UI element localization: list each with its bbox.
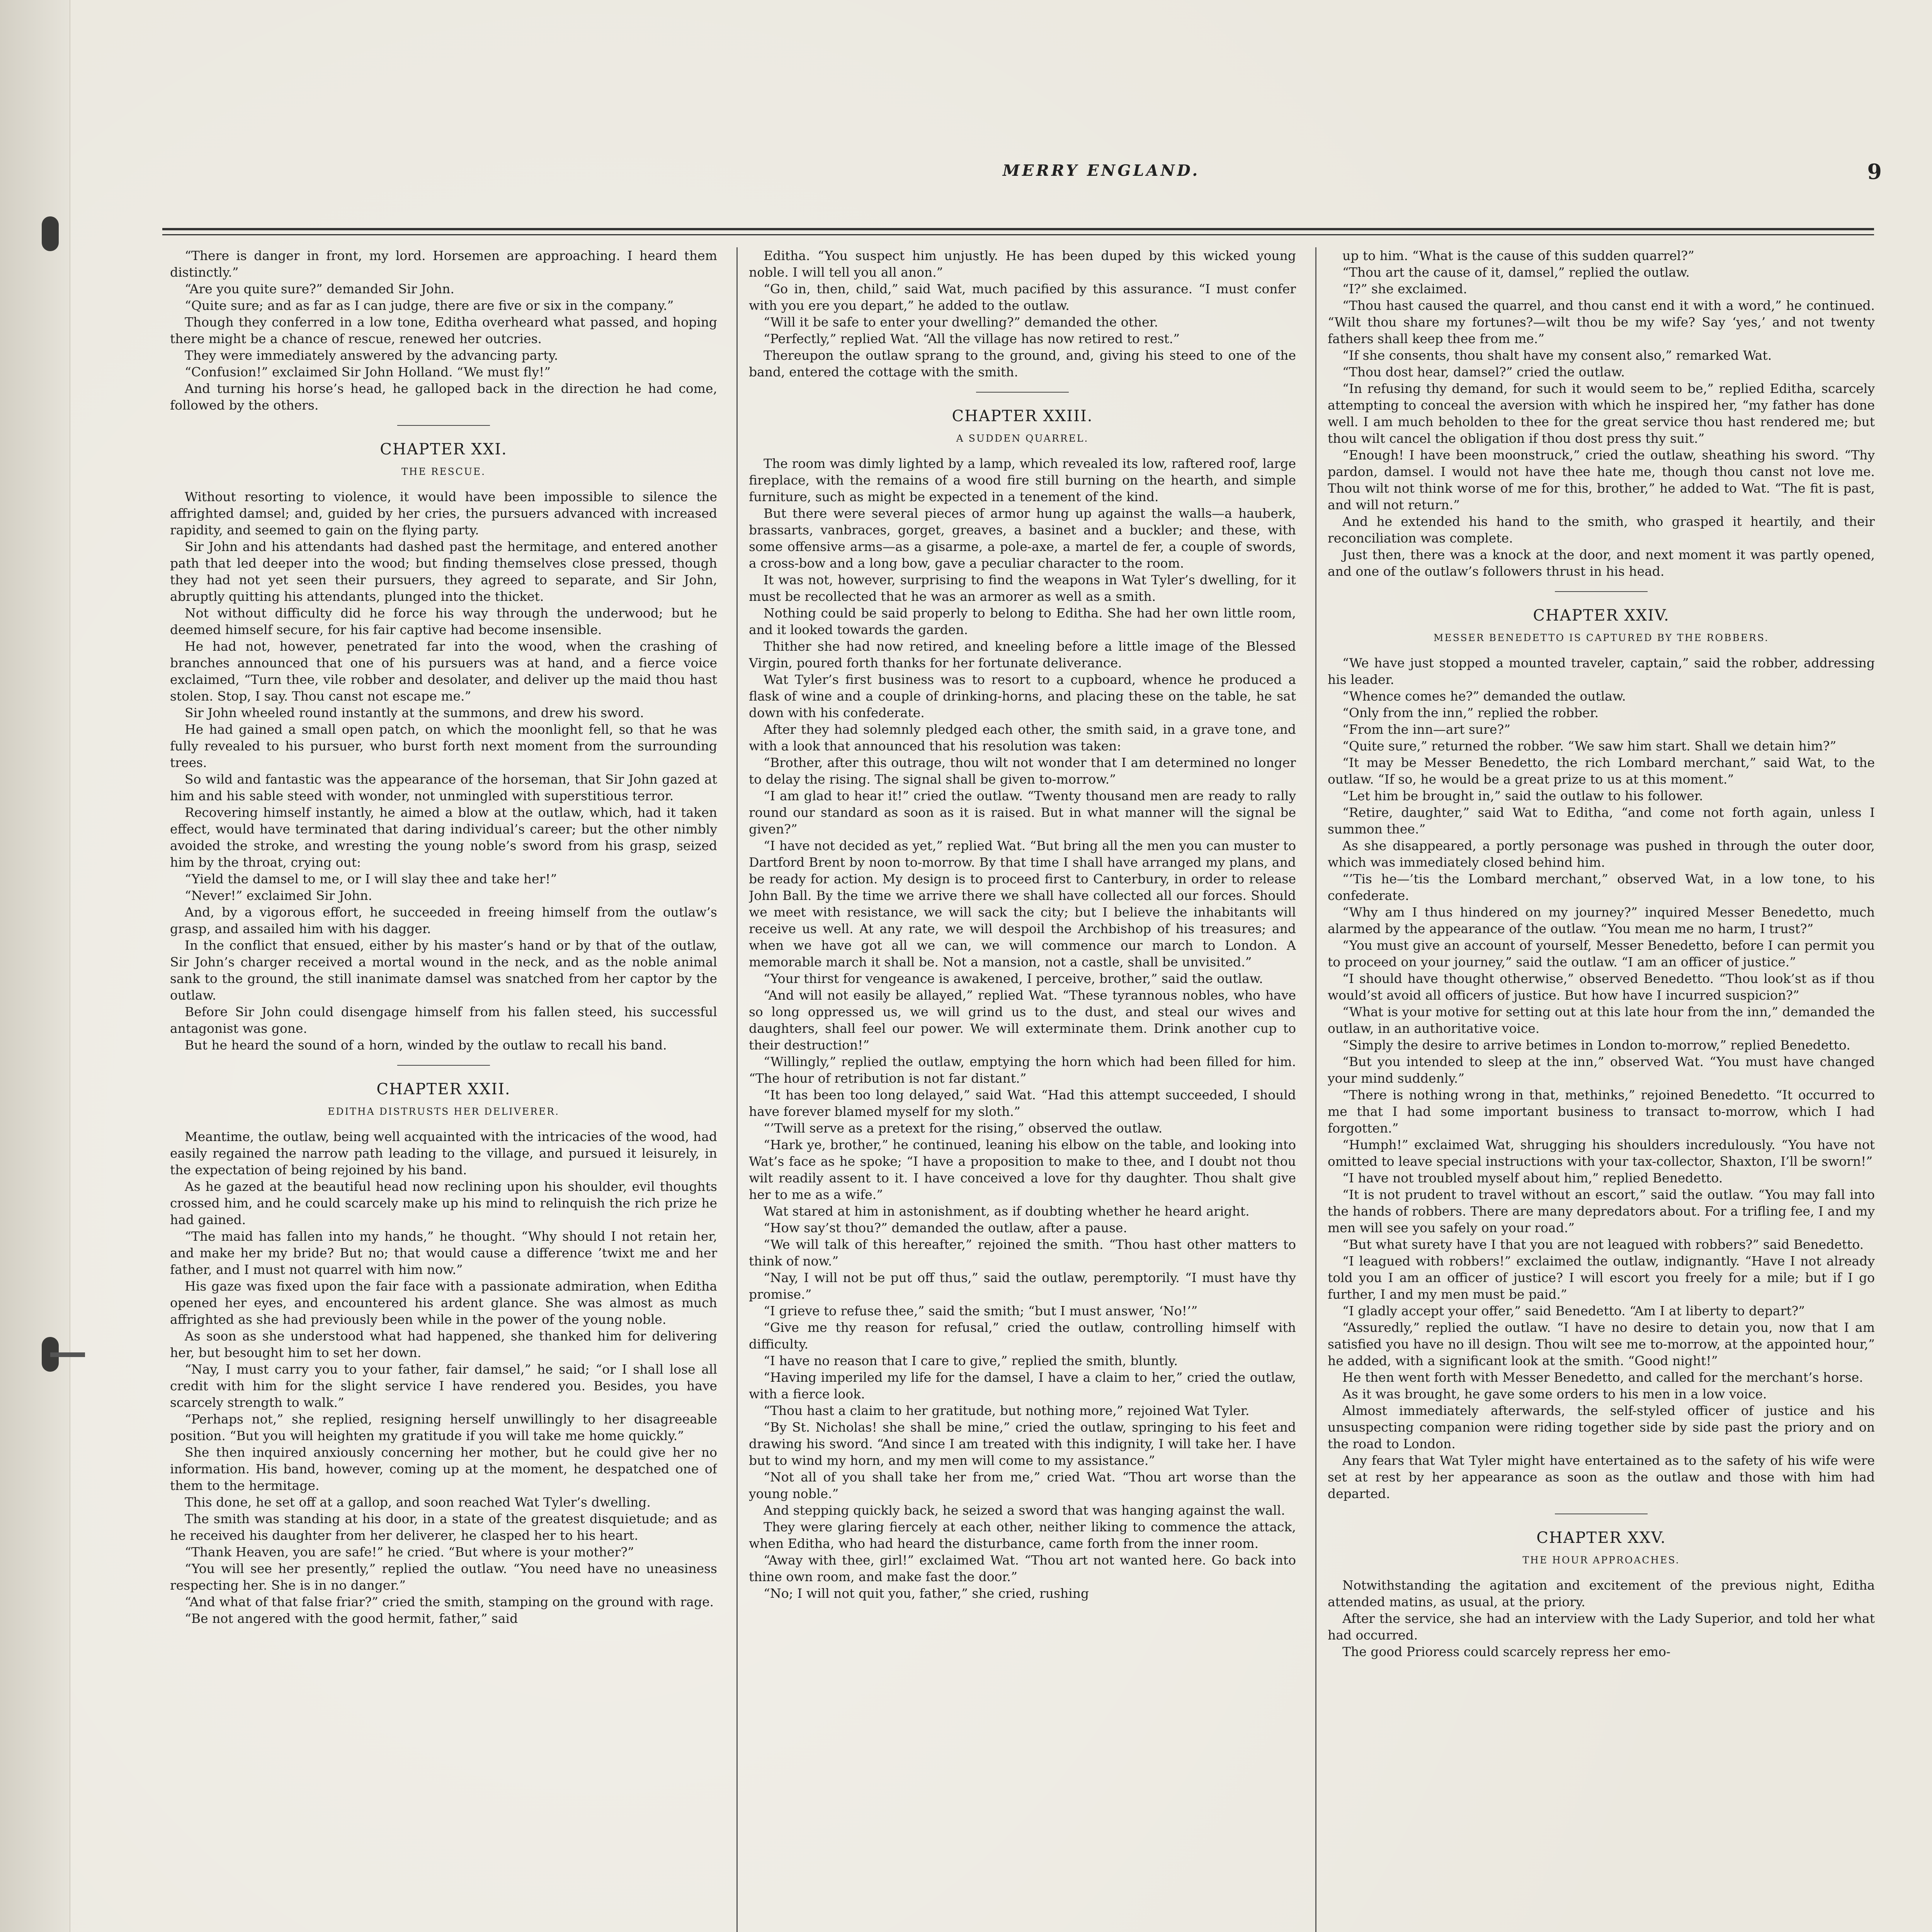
paragraph: “’Tis he—’tis the Lombard merchant,” observed Wat, in a low tone, to his confederate. bbox=[1328, 871, 1875, 903]
paragraph: “Why am I thus hindered on my journey?” inquired Messer Benedetto, much alarmed by the appearance of the outlaw. “You mean me no harm, I trust?” bbox=[1328, 905, 1875, 936]
paragraph: So wild and fantastic was the appearance of the horseman, that Sir John gazed at him and his sable steed with wonder, not unmingled with superstitious terror. bbox=[170, 772, 717, 803]
paragraph: “I gladly accept your offer,” said Benedetto. “Am I at liberty to depart?” bbox=[1342, 1303, 1805, 1318]
paragraph: The room was dimly lighted by a lamp, which revealed its low, raftered roof, large fireplace, with the remains of a wood fire still burning on the hearth, and simple furniture, such as might be expected in a tenement of the kind. bbox=[749, 456, 1296, 504]
paragraph: up to him. “What is the cause of this sudden quarrel?” bbox=[1342, 248, 1694, 263]
paragraph: But there were several pieces of armor hung up against the walls—a hauberk, brassarts, vanbraces, gorget, greaves, a basinet and a buckler; and these, with some offensive arms—as a gisarme, a pole-axe, a martel de fer, a couple of swords, a cross-bow and a long bow, gave a peculiar character to the room. bbox=[749, 506, 1296, 571]
paragraph: The smith was standing at his door, in a state of the greatest disquietude; and as he received his daughter from her deliverer, he clasped her to his heart. bbox=[170, 1511, 717, 1543]
paragraph: “We will talk of this hereafter,” rejoined the smith. “Thou hast other matters to think of now.” bbox=[749, 1237, 1296, 1269]
page-header bbox=[155, 159, 1882, 192]
paragraph: As she disappeared, a portly personage was pushed in through the outer door, which was immediately closed behind him. bbox=[1328, 838, 1875, 870]
paragraph: “You must give an account of yourself, Messer Benedetto, before I can permit you to proceed on your journey,” said the outlaw. “I am an officer of justice.” bbox=[1328, 938, 1875, 969]
paragraph: Just then, there was a knock at the door, and next moment it was partly opened, and one of the outlaw’s followers thrust in his head. bbox=[1328, 547, 1875, 579]
paragraph: “You will see her presently,” replied the outlaw. “You need have no uneasiness respecting her. She is in no danger.” bbox=[170, 1561, 717, 1593]
paragraph: “Simply the desire to arrive betimes in London to-morrow,” replied Benedetto. bbox=[1342, 1037, 1850, 1053]
paragraph: “Thou art the cause of it, damsel,” replied the outlaw. bbox=[1342, 265, 1690, 280]
chapter-separator bbox=[397, 1065, 490, 1066]
paragraph: “Assuredly,” replied the outlaw. “I have no desire to detain you, now that I am satisfied you have no ill design. Thou wilt see me to-morrow, at the appointed hour,” he added, with a significant look at the smith. “Good night!” bbox=[1328, 1320, 1875, 1368]
paragraph: As he gazed at the beautiful head now reclining upon his shoulder, evil thoughts crossed him, and he could scarcely make up his mind to relinquish the rich prize he had gained. bbox=[170, 1179, 717, 1227]
paragraph: Sir John wheeled round instantly at the summons, and drew his sword. bbox=[185, 705, 644, 720]
paragraph: Nothing could be said properly to belong to Editha. She had her own little room, and it looked towards the garden. bbox=[749, 605, 1296, 637]
paragraph: “I have no reason that I care to give,” replied the smith, bluntly. bbox=[764, 1353, 1178, 1368]
header-rule bbox=[162, 228, 1874, 230]
paragraph: Sir John and his attendants had dashed past the hermitage, and entered another path that led deeper into the wood; but finding themselves close pressed, though they had not yet seen their pursuers, they agreed to separate, and Sir John, abruptly quitting his attendants, plunged into the thicket. bbox=[170, 539, 717, 604]
paragraph: “I should have thought otherwise,” observed Benedetto. “Thou look’st as if thou would’st avoid all officers of justice. But how have I incurred suspicion?” bbox=[1328, 971, 1875, 1003]
paragraph: They were immediately answered by the advancing party. bbox=[185, 348, 558, 363]
chapter-subtitle: MESSER BENEDETTO IS CAPTURED BY THE ROBBERS. bbox=[1433, 632, 1769, 643]
paragraph: “But what surety have I that you are not leagued with robbers?” said Benedetto. bbox=[1342, 1237, 1864, 1252]
paragraph: “Thank Heaven, you are safe!” he cried. “But where is your mother?” bbox=[185, 1544, 634, 1560]
paragraph: “I?” she exclaimed. bbox=[1342, 281, 1468, 296]
binding-hole bbox=[42, 216, 59, 251]
paragraph: Notwithstanding the agitation and excitement of the previous night, Editha attended matins, as usual, at the priory. bbox=[1328, 1578, 1875, 1609]
paragraph: Almost immediately afterwards, the self-styled officer of justice and his unsuspecting companion were riding together side by side past the priory and on the road to London. bbox=[1328, 1403, 1875, 1451]
paragraph: “Away with thee, girl!” exclaimed Wat. “Thou art not wanted here. Go back into thine own room, and make fast the door.” bbox=[749, 1553, 1296, 1584]
paragraph: Wat Tyler’s first business was to resort to a cupboard, whence he produced a flask of wine and a couple of drinking-horns, and placing these on the table, he sat down with his confederate. bbox=[749, 672, 1296, 720]
paragraph: Though they conferred in a low tone, Editha overheard what passed, and hoping there might be a chance of rescue, renewed her outcries. bbox=[170, 315, 717, 346]
paragraph: Thereupon the outlaw sprang to the ground, and, giving his steed to one of the band, entered the cottage with the smith. bbox=[749, 348, 1296, 379]
paragraph: “Retire, daughter,” said Wat to Editha, “and come not forth again, unless I summon thee.” bbox=[1328, 805, 1875, 837]
paragraph: “Be not angered with the good hermit, father,” said bbox=[185, 1611, 518, 1626]
binding-clip bbox=[50, 1352, 85, 1357]
paragraph: As it was brought, he gave some orders to his men in a low voice. bbox=[1342, 1386, 1767, 1401]
paragraph: Thither she had now retired, and kneeling before a little image of the Blessed Virgin, poured forth thanks for her fortunate deliverance. bbox=[749, 639, 1296, 670]
paragraph: It was not, however, surprising to find the weapons in Wat Tyler’s dwelling, for it must be recollected that he was an armorer as well as a smith. bbox=[749, 572, 1296, 604]
chapter-heading: CHAPTER XXIII. bbox=[952, 407, 1093, 425]
paragraph: “’Twill serve as a pretext for the rising,” observed the outlaw. bbox=[764, 1121, 1163, 1136]
paragraph: “It is not prudent to travel without an escort,” said the outlaw. “You may fall into the hands of robbers. There are many depredators about. For a trifling fee, I and my men will see you safely on your road.” bbox=[1328, 1187, 1875, 1235]
paragraph: “Willingly,” replied the outlaw, emptying the horn which had been filled for him. “The hour of retribution is not far distant.” bbox=[749, 1054, 1296, 1086]
paragraph: “I grieve to refuse thee,” said the smith; “but I must answer, ‘No!’” bbox=[764, 1303, 1198, 1318]
paragraph: “But you intended to sleep at the inn,” observed Wat. “You must have changed your mind suddenly.” bbox=[1328, 1054, 1875, 1086]
paragraph: “It may be Messer Benedetto, the rich Lombard merchant,” said Wat, to the outlaw. “If so, he would be a great prize to us at this moment.” bbox=[1328, 755, 1875, 787]
paragraph: “The maid has fallen into my hands,” he thought. “Why should I not retain her, and make her my bride? But no; that would cause a difference ’twixt me and her father, and I must not quarrel with him now.” bbox=[170, 1229, 717, 1277]
paragraph: And stepping quickly back, he seized a sword that was hanging against the wall. bbox=[764, 1503, 1285, 1518]
paragraph: “Whence comes he?” demanded the outlaw. bbox=[1342, 689, 1626, 704]
paragraph: He had not, however, penetrated far into the wood, when the crashing of branches announced that one of his pursuers was at hand, and a fierce voice exclaimed, “Turn thee, vile robber and desolater, and deliver up the maid thou hast stolen. Stop, I say. Thou canst not escape me.” bbox=[170, 639, 717, 704]
paragraph: “Let him be brought in,” said the outlaw to his follower. bbox=[1342, 788, 1703, 803]
paragraph: “What is your motive for setting out at this late hour from the inn,” demanded the outlaw, in an authoritative voice. bbox=[1328, 1004, 1875, 1036]
paragraph: “I have not decided as yet,” replied Wat. “But bring all the men you can muster to Dartford Brent by noon to-morrow. By that time I shall have arranged my plans, and be ready for action. My design is to proceed first to Canterbury, in order to release John Ball. By the time we arrive there we shall have collected all our forces. Should we meet with resistance, we will sack the city; but I believe the inhabitants will receive us well. At any rate, we will despoil the Archbishop of his treasures; and when we have got all we can, we will commence our march to London. A memorable march it shall be. Not a mansion, not a castle, shall be unvisited.” bbox=[749, 838, 1296, 969]
paragraph: Not without difficulty did he force his way through the underwood; but he deemed himself secure, for his fair captive had become insensible. bbox=[170, 605, 717, 637]
page-number: 9 bbox=[1867, 159, 1882, 184]
paragraph: “Never!” exclaimed Sir John. bbox=[185, 888, 372, 903]
running-head: MERRY ENGLAND. bbox=[1002, 162, 1200, 180]
paragraph: “We have just stopped a mounted traveler, captain,” said the robber, addressing his leader. bbox=[1328, 655, 1875, 687]
chapter-heading: CHAPTER XXV. bbox=[1536, 1529, 1666, 1547]
text-column-1 bbox=[170, 247, 717, 1932]
paragraph: Meantime, the outlaw, being well acquainted with the intricacies of the wood, had easily regained the narrow path leading to the village, and pursued it leisurely, in the expectation of being rejoined by his band. bbox=[170, 1129, 717, 1177]
paragraph: They were glaring fiercely at each other, neither liking to commence the attack, when Editha, who had heard the disturbance, came forth from the inner room. bbox=[749, 1519, 1296, 1551]
paragraph: “Enough! I have been moonstruck,” cried the outlaw, sheathing his sword. “Thy pardon, damsel. I would not have thee hate me, though thou canst not love me. Thou wilt not think worse of me for this, brother,” he added to Wat. “The fit is past, and will not return.” bbox=[1328, 447, 1875, 512]
paragraph: “Your thirst for vengeance is awakened, I perceive, brother,” said the outlaw. bbox=[764, 971, 1263, 986]
paragraph: “I have not troubled myself about him,” replied Benedetto. bbox=[1342, 1170, 1723, 1185]
paragraph: “Humph!” exclaimed Wat, shrugging his shoulders incredulously. “You have not omitted to leave special instructions with your tax-collector, Shaxton, I’ll be sworn!” bbox=[1328, 1137, 1875, 1169]
chapter-subtitle: A SUDDEN QUARREL. bbox=[956, 433, 1089, 444]
paragraph: “Nay, I will not be put off thus,” said the outlaw, peremptorily. “I must have thy promise.” bbox=[749, 1270, 1296, 1302]
paragraph: “Will it be safe to enter your dwelling?” demanded the other. bbox=[764, 315, 1158, 330]
text-column-2 bbox=[749, 247, 1296, 1932]
column-divider bbox=[1315, 247, 1316, 1932]
paragraph: “There is nothing wrong in that, methinks,” rejoined Benedetto. “It occurred to me that I had some important business to transact to-morrow, which I had forgotten.” bbox=[1328, 1087, 1875, 1136]
paragraph: And turning his horse’s head, he galloped back in the direction he had come, followed by the others. bbox=[170, 381, 717, 413]
chapter-separator bbox=[976, 392, 1069, 393]
paragraph: She then inquired anxiously concerning her mother, but he could give her no information. His band, however, coming up at the moment, he despatched one of them to the hermitage. bbox=[170, 1445, 717, 1493]
chapter-separator bbox=[397, 425, 490, 426]
paragraph: Without resorting to violence, it would have been impossible to silence the affrighted damsel; and, guided by her cries, the pursuers advanced with increased rapidity, and seemed to gain on the flying party. bbox=[170, 489, 717, 537]
chapter-heading: CHAPTER XXII. bbox=[376, 1080, 511, 1098]
binding-spine bbox=[0, 0, 70, 1932]
paragraph: “Give me thy reason for refusal,” cried the outlaw, controlling himself with difficulty. bbox=[749, 1320, 1296, 1352]
paragraph: “Quite sure; and as far as I can judge, there are five or six in the company.” bbox=[185, 298, 674, 313]
paragraph: “Perfectly,” replied Wat. “All the village has now retired to rest.” bbox=[764, 331, 1180, 346]
paragraph: “From the inn—art sure?” bbox=[1342, 722, 1511, 737]
paragraph: “Confusion!” exclaimed Sir John Holland. “We must fly!” bbox=[185, 364, 551, 379]
paragraph: “How say’st thou?” demanded the outlaw, after a pause. bbox=[764, 1220, 1128, 1235]
chapter-subtitle: THE HOUR APPROACHES. bbox=[1522, 1554, 1680, 1566]
paragraph: “No; I will not quit you, father,” she cried, rushing bbox=[764, 1586, 1089, 1601]
paragraph: Any fears that Wat Tyler might have entertained as to the safety of his wife were set at rest by her appearance as soon as the outlaw and those with him had departed. bbox=[1328, 1453, 1875, 1501]
paragraph: Before Sir John could disengage himself from his fallen steed, his successful antagonist was gone. bbox=[170, 1004, 717, 1036]
paragraph: “Are you quite sure?” demanded Sir John. bbox=[185, 281, 454, 296]
paragraph: “I am glad to hear it!” cried the outlaw. “Twenty thousand men are ready to rally round our standard as soon as it is raised. But in what manner will the signal be given?” bbox=[749, 788, 1296, 837]
paragraph: “Thou hast caused the quarrel, and thou canst end it with a word,” he continued. “Wilt thou share my fortunes?—wilt thou be my wife? Say ‘yes,’ and not twenty fathers shall keep thee from me.” bbox=[1328, 298, 1875, 346]
paragraph: And, by a vigorous effort, he succeeded in freeing himself from the outlaw’s grasp, and assailed him with his dagger. bbox=[170, 905, 717, 936]
paragraph: “Quite sure,” returned the robber. “We saw him start. Shall we detain him?” bbox=[1342, 738, 1837, 753]
paragraph: And he extended his hand to the smith, who grasped it heartily, and their reconciliation was complete. bbox=[1328, 514, 1875, 546]
paragraph: Wat stared at him in astonishment, as if doubting whether he heard aright. bbox=[764, 1204, 1250, 1219]
paragraph: “Brother, after this outrage, thou wilt not wonder that I am determined no longer to delay the rising. The signal shall be given to-morrow.” bbox=[749, 755, 1296, 787]
paragraph: “Only from the inn,” replied the robber. bbox=[1342, 705, 1599, 720]
paragraph: His gaze was fixed upon the fair face with a passionate admiration, when Editha opened her eyes, and encountered his ardent glance. She was almost as much affrighted as she had previously been while in the power of the young noble. bbox=[170, 1279, 717, 1327]
paragraph: “And will not easily be allayed,” replied Wat. “These tyrannous nobles, who have so long oppressed us, we will grind us to the dust, and steal our wives and daughters, shall feel our power. We will exterminate them. Drink another cup to their destruction!” bbox=[749, 988, 1296, 1053]
chapter-heading: CHAPTER XXI. bbox=[380, 440, 507, 458]
paragraph: “Thou dost hear, damsel?” cried the outlaw. bbox=[1342, 364, 1625, 379]
paragraph: Recovering himself instantly, he aimed a blow at the outlaw, which, had it taken effect, would have terminated that daring individual’s career; but the other nimbly avoided the stroke, and wresting the young noble’s sword from his grasp, seized him by the throat, crying out: bbox=[170, 805, 717, 870]
paragraph: The good Prioress could scarcely repress her emo- bbox=[1342, 1644, 1671, 1659]
paragraph: “If she consents, thou shalt have my consent also,” remarked Wat. bbox=[1342, 348, 1772, 363]
chapter-subtitle: EDITHA DISTRUSTS HER DELIVERER. bbox=[328, 1106, 560, 1117]
paragraph: He then went forth with Messer Benedetto, and called for the merchant’s horse. bbox=[1342, 1370, 1863, 1385]
paragraph: He had gained a small open patch, on which the moonlight fell, so that he was fully revealed to his pursuer, who burst forth next moment from the surrounding trees. bbox=[170, 722, 717, 770]
paragraph: “I leagued with robbers!” exclaimed the outlaw, indignantly. “Have I not already told you I am an officer of justice? I will escort you freely for a mile; but if I go further, I and my men must be paid.” bbox=[1328, 1253, 1875, 1302]
paragraph: “Nay, I must carry you to your father, fair damsel,” he said; “or I shall lose all credit with him for the slight service I have rendered you. Besides, you have scarcely strength to walk.” bbox=[170, 1362, 717, 1410]
paragraph: “And what of that false friar?” cried the smith, stamping on the ground with rage. bbox=[185, 1594, 714, 1609]
header-rule bbox=[162, 234, 1874, 235]
paragraph: “In refusing thy demand, for such it would seem to be,” replied Editha, scarcely attempting to conceal the aversion with which he inspired her, “my father has done well. I am much beholden to thee for the great service thou hast rendered me; but thou wilt cancel the obligation if thou dost press thy suit.” bbox=[1328, 381, 1875, 446]
paragraph: “Go in, then, child,” said Wat, much pacified by this assurance. “I must confer with you ere you depart,” he added to the outlaw. bbox=[749, 281, 1296, 313]
paragraph: “By St. Nicholas! she shall be mine,” cried the outlaw, springing to his feet and drawing his sword. “And since I am treated with this indignity, I will take her. I have but to wind my horn, and my men will come to my assistance.” bbox=[749, 1420, 1296, 1468]
chapter-heading: CHAPTER XXIV. bbox=[1533, 607, 1670, 624]
paragraph: After the service, she had an interview with the Lady Superior, and told her what had occurred. bbox=[1328, 1611, 1875, 1643]
paragraph: “Yield the damsel to me, or I will slay thee and take her!” bbox=[185, 871, 557, 886]
paragraph: “There is danger in front, my lord. Horsemen are approaching. I heard them distinctly.” bbox=[170, 248, 717, 280]
chapter-separator bbox=[1555, 591, 1648, 592]
paragraph: This done, he set off at a gallop, and soon reached Wat Tyler’s dwelling. bbox=[185, 1495, 651, 1510]
paragraph: But he heard the sound of a horn, winded by the outlaw to recall his band. bbox=[185, 1037, 667, 1053]
paragraph: Editha. “You suspect him unjustly. He has been duped by this wicked young noble. I will tell you all anon.” bbox=[749, 248, 1296, 280]
paragraph: “Having imperiled my life for the damsel, I have a claim to her,” cried the outlaw, with a fierce look. bbox=[749, 1370, 1296, 1401]
paragraph: In the conflict that ensued, either by his master’s hand or by that of the outlaw, Sir John’s charger received a mortal wound in the neck, and as the noble animal sank to the ground, the still inanimate damsel was snatched from her captor by the outlaw. bbox=[170, 938, 717, 1003]
paragraph: After they had solemnly pledged each other, the smith said, in a grave tone, and with a look that announced that his resolution was taken: bbox=[749, 722, 1296, 753]
chapter-subtitle: THE RESCUE. bbox=[401, 466, 486, 477]
paragraph: As soon as she understood what had happened, she thanked him for delivering her, but besought him to set her down. bbox=[170, 1328, 717, 1360]
paragraph: “Not all of you shall take her from me,” cried Wat. “Thou art worse than the young noble.” bbox=[749, 1469, 1296, 1501]
text-column-3 bbox=[1328, 247, 1875, 1932]
column-divider bbox=[736, 247, 738, 1932]
paragraph: “Perhaps not,” she replied, resigning herself unwillingly to her disagreeable position. “But you will heighten my gratitude if you will take me home quickly.” bbox=[170, 1412, 717, 1443]
paragraph: “It has been too long delayed,” said Wat. “Had this attempt succeeded, I should have forever blamed myself for my sloth.” bbox=[749, 1087, 1296, 1119]
paragraph: “Hark ye, brother,” he continued, leaning his elbow on the table, and looking into Wat’s face as he spoke; “I have a proposition to make to thee, and I doubt not thou wilt readily assent to it. I have conceived a love for thy daughter. Thou shalt give her to me as a wife.” bbox=[749, 1137, 1296, 1202]
paragraph: “Thou hast a claim to her gratitude, but nothing more,” rejoined Wat Tyler. bbox=[764, 1403, 1250, 1418]
